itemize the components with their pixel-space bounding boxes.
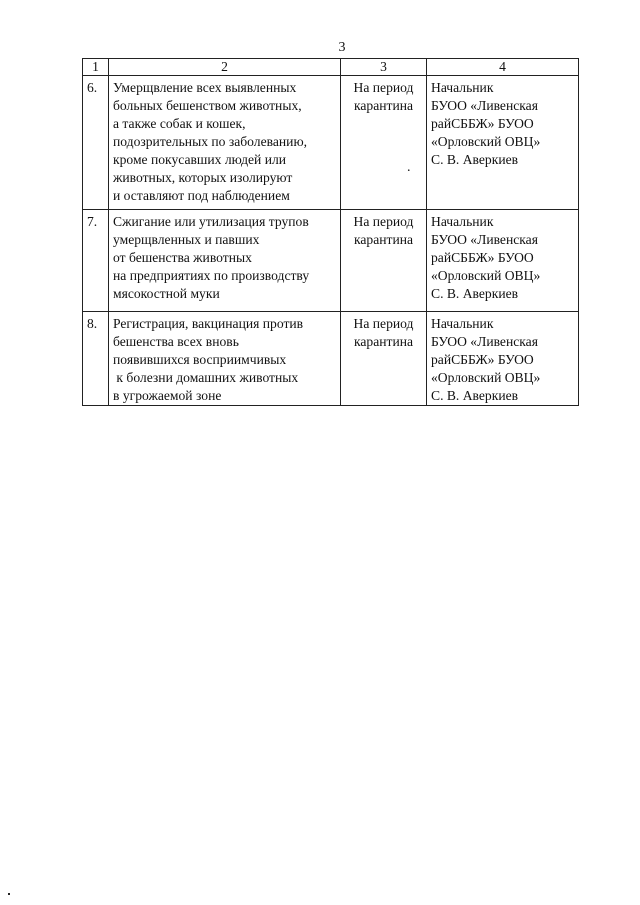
responsible-line: Начальник [431,214,494,229]
measure-responsible [427,76,579,210]
row-number: 6. [83,76,109,210]
header-col-1: 1 [83,59,109,76]
responsible-line: С. В. Аверкиев [431,152,519,167]
period-line: карантина [353,98,414,113]
responsible-line: БУОО «Ливенская [431,232,538,247]
description-line: Умерщвление всех выявленных [113,80,297,95]
measure-period [341,76,427,210]
measure-description [109,312,341,406]
description-line: к болезни домашних животных [113,370,299,385]
description-line: появившихся восприимчивых [113,352,287,367]
row-number: 7. [83,210,109,312]
responsible-line: райСББЖ» БУОО [431,250,534,265]
period-line: На период [353,80,414,95]
description-line: на предприятиях по производству [113,268,310,283]
measure-description [109,210,341,312]
period-line: карантина [353,334,414,349]
description-line: бешенства всех вновь [113,334,239,349]
description-line: животных, которых изолируют [113,170,293,185]
header-col-2: 2 [109,59,341,76]
responsible-line: Начальник [431,316,494,331]
responsible-line: Начальник [431,80,494,95]
table-row [83,76,579,210]
table-header-row [83,59,579,76]
period-line: На период [353,214,414,229]
header-col-4: 4 [427,59,579,76]
responsible-line: райСББЖ» БУОО [431,116,534,131]
page-number: 3 [338,40,346,55]
description-line: кроме покусавших людей или [113,152,287,167]
row-number: 8. [83,312,109,406]
responsible-line: райСББЖ» БУОО [431,352,534,367]
table-row [83,312,579,406]
measure-responsible [427,210,579,312]
scan-speck [8,893,10,895]
description-line: от бешенства животных [113,250,252,265]
description-line: Регистрация, вакцинация против [113,316,304,331]
responsible-line: БУОО «Ливенская [431,334,538,349]
table-row [83,210,579,312]
measures-table [82,58,579,406]
description-line: и оставляют под наблюдением [113,188,290,203]
responsible-line: «Орловский ОВЦ» [431,370,541,385]
responsible-line: С. В. Аверкиев [431,286,519,301]
measure-responsible [427,312,579,406]
measure-period [341,312,427,406]
header-col-3: 3 [341,59,427,76]
responsible-line: «Орловский ОВЦ» [431,134,541,149]
measure-description [109,76,341,210]
description-line: мясокостной муки [113,286,220,301]
description-line: в угрожаемой зоне [113,388,222,403]
description-line: подозрительных по заболеванию, [113,134,307,149]
responsible-line: БУОО «Ливенская [431,98,538,113]
description-line: больных бешенством животных, [113,98,302,113]
description-line: а также собак и кошек, [113,116,246,131]
measure-period [341,210,427,312]
period-line: На период [353,316,414,331]
description-line: умерщвленных и павших [113,232,260,247]
description-line: Сжигание или утилизация трупов [113,214,309,229]
stray-dot-mark: . [407,160,411,175]
responsible-line: С. В. Аверкиев [431,388,519,403]
responsible-line: «Орловский ОВЦ» [431,268,541,283]
period-line: карантина [353,232,414,247]
